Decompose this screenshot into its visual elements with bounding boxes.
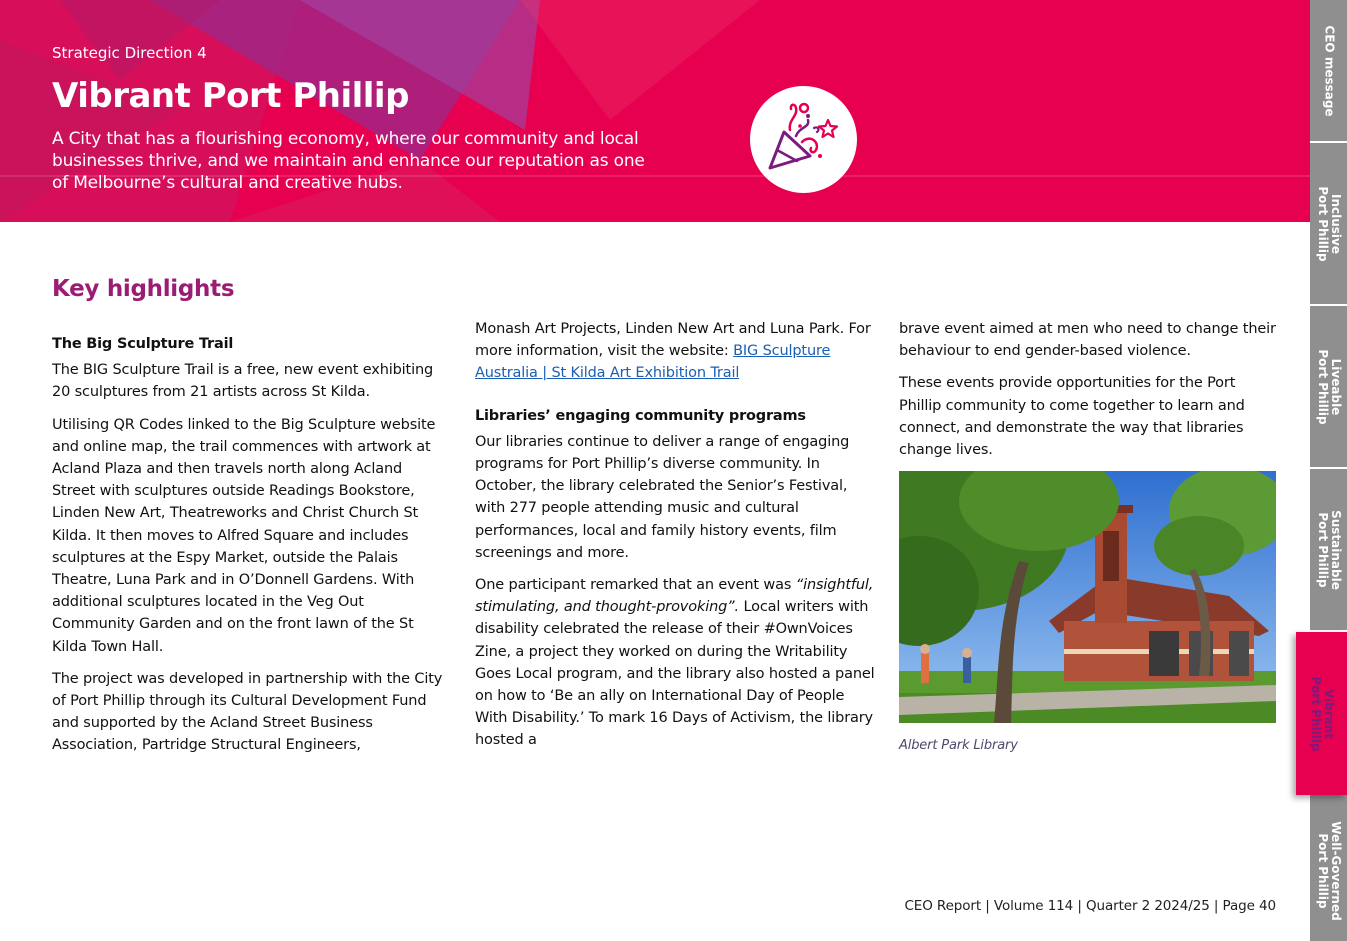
big-sculpture-website-link[interactable]: BIG Sculpture Australia | St Kilda Art Exhibition Trail [475,343,831,382]
page-title: Vibrant Port Phillip [52,76,409,116]
tab-label: Well-Governed Port Phillip [1315,820,1343,921]
paragraph: The project was developed in partnership with the City of Port Phillip through its Cultural Development Fund and supported by the Acland Street Business Association, Partridge Structural Engineers, [52,670,443,754]
festival-confetti-icon [750,86,857,193]
big-sculpture-trail-heading: The Big Sculpture Trail [52,336,234,352]
tab-inclusive-port-phillip[interactable] [1310,143,1347,306]
tab-label: Inclusive Port Phillip [1315,185,1343,262]
paragraph-text: Local writers with disability celebrated the release of their #OwnVoices Zine, a project they worked on during the Writability Goes Local program, and the library also hosted a panel on how to ‘Be an ally on International Day of People With Disability.’ To mark 16 Days of Activism, the library hosted a [475,599,875,749]
tab-ceo-message[interactable] [1310,0,1347,143]
paragraph-text: Monash Art Projects, Linden New Art and Luna Park. For more information, visit the website: [475,321,871,360]
column-1 [52,333,447,767]
tab-label: Liveable Port Phillip [1315,348,1343,425]
tab-label: Vibrant Port Phillip [1308,675,1336,752]
paragraph: brave event aimed at men who need to change their behaviour to end gender-based violence. [899,321,1276,360]
tab-vibrant-port-phillip[interactable] [1296,632,1347,795]
paragraph-text: One participant remarked that an event was [475,577,796,594]
page-subtitle: A City that has a flourishing economy, where our community and local businesses thrive, and we maintain and enhance our reputation as one of Melbourne’s cultural and creative hubs. [52,129,645,193]
tab-label: Sustainable Port Phillip [1315,509,1343,590]
paragraph [475,318,875,385]
tab-label: CEO message [1322,24,1336,117]
section-tabs [1310,0,1347,941]
albert-park-library-photo [899,471,1276,723]
tab-liveable-port-phillip[interactable] [1310,306,1347,469]
paragraph: These events provide opportunities for the Port Phillip community to come together to learn and connect, and demonstrate the way that libraries change lives. [899,375,1245,459]
paragraph: The BIG Sculpture Trail is a free, new event exhibiting 20 sculptures from 21 artists across St Kilda. [52,362,434,401]
strategic-direction-label: Strategic Direction 4 [52,44,207,62]
banner-text [52,44,652,194]
page-footer: CEO Report | Volume 114 | Quarter 2 2024/25 | Page 40 [904,898,1276,914]
libraries-programs-heading: Libraries’ engaging community programs [475,407,806,424]
column-2 [475,318,875,762]
tab-sustainable-port-phillip[interactable] [1310,469,1347,632]
paragraph: Utilising QR Codes linked to the Big Sculpture website and online map, the trail commences with artwork at Acland Plaza and then travels north along Acland Street with sculptures outside Readings Bookstore, Linden New Art, Theatreworks and Christ Church St Kilda. It then moves to Alfred Square and includes sculptures at the Espy Market, outside the Palais Theatre, Luna Park and in O’Donnell Gardens. With additional sculptures located in the Veg Out Community Garden and on the front lawn of the St Kilda Town Hall. [52,416,436,655]
photo-caption: Albert Park Library [899,738,1018,754]
banner [0,0,1310,222]
column-3 [899,318,1279,757]
paragraph: Our libraries continue to deliver a range of engaging programs for Port Phillip’s diverse community. In October, the library celebrated the Senior’s Festival, with 277 people attending music and cultural performances, local and family history events, film screenings and more. [475,433,850,561]
tab-well-governed-port-phillip[interactable] [1310,800,1347,941]
participant-quote: “insightful, stimulating, and thought-provoking”. [475,577,874,616]
key-highlights-heading: Key highlights [52,276,235,302]
paragraph [475,574,875,752]
